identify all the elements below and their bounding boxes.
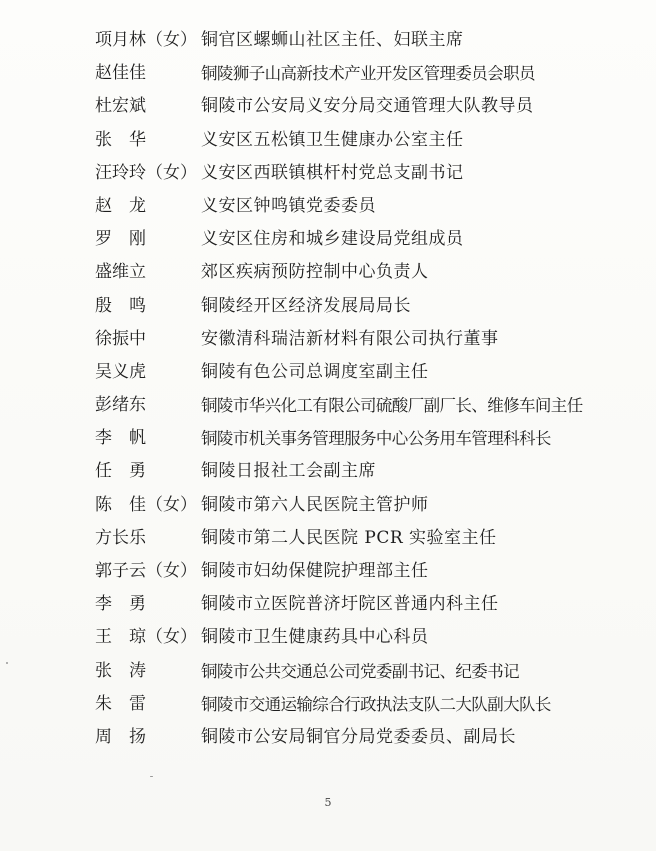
name-list [95,24,635,754]
person-title: 铜陵市妇幼保健院护理部主任 [201,561,429,581]
person-name: 徐振中 [95,328,146,349]
person-title: 铜陵市第二人民医院 PCR 实验室主任 [201,527,497,548]
list-item [95,389,635,422]
person-name: 周 扬 [95,726,146,747]
list-item [95,57,635,90]
person-title: 义安区五松镇卫生健康办公室主任 [201,129,464,150]
person-title: 郊区疾病预防控制中心负责人 [201,262,429,283]
person-title: 铜陵市机关事务管理服务中心公务用车管理科科长 [201,429,551,449]
scan-speck [6,662,8,664]
person-name: 李 勇 [95,594,146,615]
page-number: 5 [324,796,332,809]
person-name: 彭绪东 [95,395,146,416]
person-name: 汪玲玲（女） [95,162,197,183]
list-item [95,655,635,688]
person-name: 王 琼（女） [95,627,197,648]
list-item [95,588,635,621]
person-title: 铜陵经开区经济发展局局长 [201,295,411,316]
list-item [95,422,635,455]
list-item [95,323,635,356]
person-name: 张 涛 [95,660,146,681]
person-title: 铜陵市交通运输综合行政执法支队二大队副大队长 [201,694,551,714]
list-item [95,290,635,323]
person-title: 铜陵日报社工会副主席 [201,461,376,482]
person-title: 铜官区螺蛳山社区主任、妇联主席 [201,30,464,50]
person-title: 义安区西联镇棋杆村党总支副书记 [201,162,464,183]
person-title: 铜陵市卫生健康药具中心科员 [201,627,429,648]
list-item [95,455,635,488]
person-name: 杜宏斌 [95,96,146,117]
list-item [95,489,635,522]
person-name: 郭子云（女） [95,561,197,581]
person-title: 铜陵有色公司总调度室副主任 [201,361,429,382]
list-item [95,621,635,654]
person-name: 项月林（女） [95,30,197,50]
person-name: 朱 雷 [95,693,146,714]
list-item [95,721,635,754]
person-name: 方长乐 [95,527,146,548]
list-item [95,522,635,555]
person-title: 铜陵市立医院普济圩院区普通内科主任 [201,594,499,615]
person-name: 殷 鸣 [95,295,146,316]
person-name: 赵佳佳 [95,63,146,84]
person-name: 盛维立 [95,262,146,283]
list-item [95,124,635,157]
person-name: 赵 龙 [95,195,146,216]
person-name: 李 帆 [95,428,146,449]
list-item [95,688,635,721]
person-title: 义安区钟鸣镇党委委员 [201,195,376,216]
person-title: 铜陵市公安局铜官分局党委委员、副局长 [201,726,516,747]
person-name: 吴义虎 [95,361,146,382]
list-item [95,356,635,389]
person-title: 铜陵市华兴化工有限公司硫酸厂副厂长、维修车间主任 [201,396,583,416]
list-item [95,555,635,588]
list-item [95,157,635,190]
person-title: 铜陵市第六人民医院主管护师 [201,494,429,515]
person-title: 铜陵市公共交通总公司党委副书记、纪委书记 [201,661,520,681]
list-item [95,223,635,256]
scan-speck [150,776,153,777]
person-title: 义安区住房和城乡建设局党组成员 [201,229,464,250]
list-item [95,90,635,123]
person-name: 陈 佳（女） [95,494,197,515]
person-name: 任 勇 [95,461,146,482]
list-item [95,190,635,223]
person-title: 铜陵狮子山高新技术产业开发区管理委员会职员 [201,64,535,84]
person-name: 罗 刚 [95,229,146,250]
list-item [95,24,635,57]
person-title: 安徽清科瑞洁新材料有限公司执行董事 [201,328,499,349]
person-name: 张 华 [95,129,146,150]
person-title: 铜陵市公安局义安分局交通管理大队教导员 [201,96,534,117]
list-item [95,256,635,289]
